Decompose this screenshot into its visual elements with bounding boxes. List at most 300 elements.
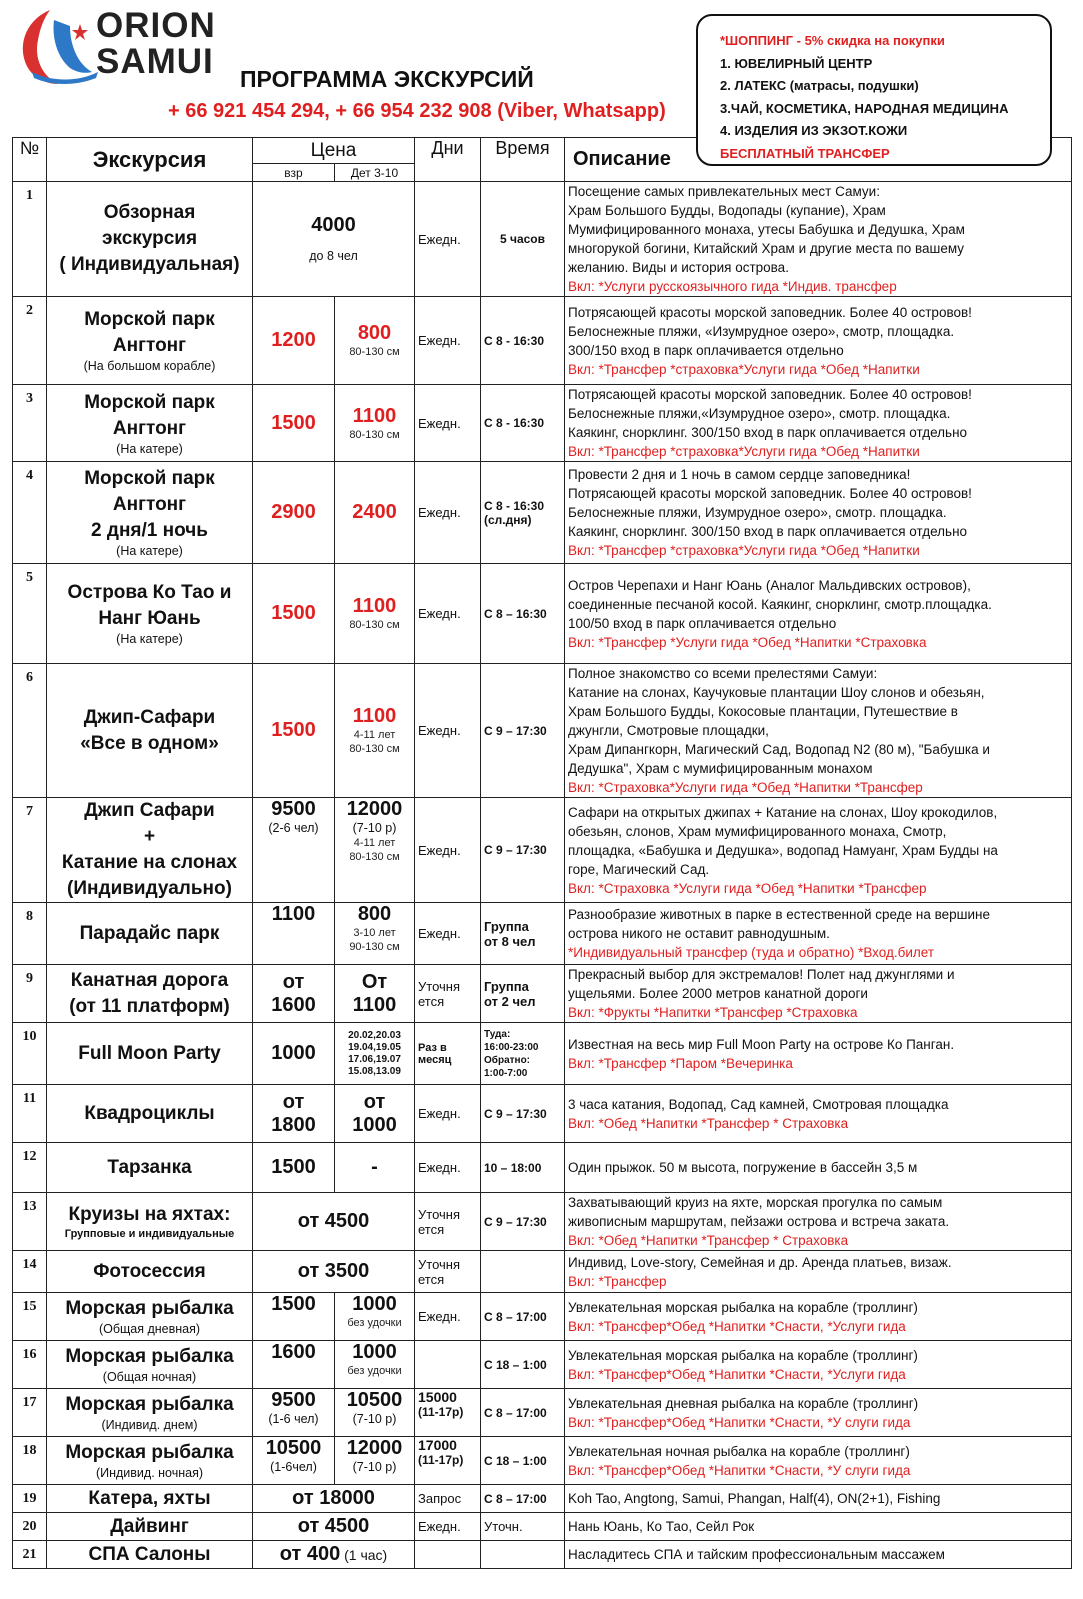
table-row xyxy=(13,798,1072,903)
days-value: Уточня xyxy=(418,978,461,994)
price-adult-value: 1600 xyxy=(271,1341,316,1363)
time-cell xyxy=(481,1485,565,1513)
excursion-name xyxy=(47,903,253,965)
description-line: Храм Большого Будды, Водопады (купание), Храм xyxy=(568,203,886,218)
table-row xyxy=(13,182,1072,297)
price-value: от 3500 xyxy=(297,1260,370,1282)
description-cell xyxy=(565,1437,1072,1485)
time-cell xyxy=(481,1251,565,1293)
excursion-name-line: Острова Ко Тао и xyxy=(67,582,232,603)
time-cell xyxy=(481,1389,565,1437)
brand-line-2: SAMUI xyxy=(96,42,214,81)
price-adult xyxy=(253,798,335,903)
time-cell xyxy=(481,564,565,664)
description-line: горе, Магический Сад. xyxy=(568,861,710,877)
description-line: Дедушка", Храм с мумифицированным монахом xyxy=(568,761,873,776)
price-adult-value: 1100 xyxy=(271,903,316,925)
table-row xyxy=(13,1193,1072,1251)
description-line: джунгли, Смотровые площадки, xyxy=(568,723,769,738)
col-child-header: Дет 3-10 xyxy=(335,164,415,182)
excursion-name-line: Нанг Юань xyxy=(98,608,201,629)
price-combined xyxy=(253,1513,415,1541)
excursion-name-line: (Индивидуально) xyxy=(67,878,232,899)
price-child-value: 2400 xyxy=(352,501,397,523)
price-adult xyxy=(253,965,335,1023)
price-child-value: 800 xyxy=(357,322,392,344)
page-title: ПРОГРАММА ЭКСКУРСИЙ xyxy=(240,66,534,92)
price-child-value: 1100 xyxy=(352,705,397,727)
days-value: Ежедн. xyxy=(418,1160,461,1175)
promo-footer: БЕСПЛАТНЫЙ ТРАНСФЕР xyxy=(720,145,890,161)
price-adult-note: (1-6 чел) xyxy=(268,1412,319,1426)
promo-item: 3.ЧАЙ, КОСМЕТИКА, НАРОДНАЯ МЕДИЦИНА xyxy=(720,100,1009,116)
time-cell xyxy=(481,1437,565,1485)
time-value: от 8 чел xyxy=(484,933,536,949)
row-number: 16 xyxy=(13,1341,47,1389)
description-cell xyxy=(565,1193,1072,1251)
table-row xyxy=(13,664,1072,798)
excursion-name xyxy=(47,1437,253,1485)
time-value: С 9 – 17:30 xyxy=(484,843,547,857)
time-value: С 18 – 1:00 xyxy=(484,1453,547,1468)
price-adult-value: 9500 xyxy=(271,798,316,820)
contact-phones: + 66 921 454 294, + 66 954 232 908 (Viber, Whatsapp) xyxy=(168,100,666,122)
excursion-name-note: (Общая дневная) xyxy=(98,1322,201,1336)
row-number: 5 xyxy=(13,564,47,664)
excursion-name xyxy=(47,1513,253,1541)
price-adult xyxy=(253,385,335,462)
price-adult-value: 1500 xyxy=(271,411,316,434)
price-child xyxy=(335,1437,415,1485)
description-line: Белоснежные пляжи, Изумрудное озеро», смотр. площадка. xyxy=(568,505,947,520)
row-number: 18 xyxy=(13,1437,47,1485)
price-child-value: 10500 xyxy=(346,1389,403,1411)
days-value: Ежедн. xyxy=(418,926,461,941)
row-number: 19 xyxy=(13,1485,47,1513)
row-number: 2 xyxy=(13,297,47,385)
days-cell xyxy=(415,1437,481,1485)
time-cell xyxy=(481,965,565,1023)
excursion-name-line: Джип-Сафари xyxy=(83,706,216,728)
description-cell xyxy=(565,297,1072,385)
excursion-name-note: (Индивид. днем) xyxy=(101,1418,198,1432)
days-cell xyxy=(415,1389,481,1437)
price-child xyxy=(335,798,415,903)
time-value: С 8 – 17:00 xyxy=(484,1405,547,1420)
included-services: Вкл: *Страховка*Услуги гида *Обед *Напитки *Трансфер xyxy=(568,780,923,795)
days-cell xyxy=(415,297,481,385)
excursion-name xyxy=(47,1251,253,1293)
time-cell xyxy=(481,182,565,297)
price-child xyxy=(335,664,415,798)
description-line: Храм Дипангкорн, Магический Сад, Водопад N2 (80 м), "Бабушка и xyxy=(568,742,990,757)
price-adult-value: 1500 xyxy=(271,1156,316,1178)
excursion-name-line: Морской парк xyxy=(84,391,215,413)
days-price-note: (11-17р) xyxy=(418,1405,464,1419)
price-child-value: 800 xyxy=(357,903,392,925)
time-value: Группа xyxy=(484,978,529,994)
price-value: от 18000 xyxy=(292,1487,375,1509)
promo-item: 1. ЮВЕЛИРНЫЙ ЦЕНТР xyxy=(720,55,873,71)
price-adult xyxy=(253,462,335,564)
description-line: желанию. Виды и история острова. xyxy=(568,260,789,275)
included-services: Вкл: *Трансфер*Обед *Напитки *Снасти, *Услуги гида xyxy=(568,1366,906,1382)
description-cell xyxy=(565,1143,1072,1193)
price-child xyxy=(335,1085,415,1143)
table-row xyxy=(13,1293,1072,1341)
included-services: Вкл: *Фрукты *Напитки *Трансфер *Страховка xyxy=(568,1005,858,1020)
description-line: Один прыжок. 50 м высота, погружение в бассейн 3,5 м xyxy=(568,1160,918,1175)
description-cell xyxy=(565,385,1072,462)
price-adult-value: 2900 xyxy=(271,501,316,523)
price-child xyxy=(335,1143,415,1193)
price-child xyxy=(335,564,415,664)
time-cell xyxy=(481,1341,565,1389)
price-child-value: от xyxy=(363,1090,386,1113)
excursion-name-line: Морская рыбалка xyxy=(65,1346,234,1367)
included-services: Вкл: *Трансфер xyxy=(568,1273,667,1289)
price-child-note: 90-130 см xyxy=(349,941,400,953)
days-cell xyxy=(415,1085,481,1143)
excursion-name xyxy=(47,1485,253,1513)
excursion-name-note: (На большом корабле) xyxy=(83,359,216,373)
price-adult-value: 1500 xyxy=(271,1293,316,1315)
included-services: Вкл: *Трансфер *Услуги гида *Обед *Напитки *Страховка xyxy=(568,634,927,650)
price-adult xyxy=(253,1437,335,1485)
price-child-note: 3-10 лет xyxy=(353,927,396,939)
excursion-name-note: Групповые и индивидуальные xyxy=(64,1228,235,1240)
description-line: 3 часа катания, Водопад, Сад камней, Смотровая площадка xyxy=(568,1096,949,1112)
time-cell xyxy=(481,1193,565,1251)
time-value: С 8 - 16:30 xyxy=(484,498,545,513)
row-number: 13 xyxy=(13,1193,47,1251)
row-number: 15 xyxy=(13,1293,47,1341)
included-services: Вкл: *Трансфер*Обед *Напитки *Снасти, *У слуги гида xyxy=(568,1414,911,1430)
days-value: ется xyxy=(418,1221,445,1237)
price-child-note: без удочки xyxy=(347,1317,402,1329)
description-line: Насладитесь СПА и тайским профессиональным массажем xyxy=(568,1547,945,1562)
price-adult xyxy=(253,297,335,385)
excursion-name-line: Канатная дорога xyxy=(70,969,229,991)
price-adult xyxy=(253,1293,335,1341)
price-child-value: 1100 xyxy=(352,404,397,427)
price-adult xyxy=(253,1085,335,1143)
party-date: 15.08,13.09 xyxy=(348,1065,401,1077)
time-cell xyxy=(481,1541,565,1569)
description-line: Индивид, Love-story, Семейная и др. Аренда платьев, визаж. xyxy=(568,1254,952,1270)
excursion-name xyxy=(47,564,253,664)
party-date: 19.04,19.05 xyxy=(348,1041,401,1053)
description-cell xyxy=(565,1293,1072,1341)
price-adult-value: 9500 xyxy=(271,1389,316,1411)
excursion-name xyxy=(47,1143,253,1193)
excursion-name-line: СПА Салоны xyxy=(88,1543,211,1565)
price-adult xyxy=(253,664,335,798)
price-child-value: 1000 xyxy=(352,1341,397,1363)
price-adult xyxy=(253,1143,335,1193)
time-value: С 9 – 17:30 xyxy=(484,1214,547,1229)
days-value: Ежедн. xyxy=(418,1309,461,1324)
excursion-name-line: Парадайс парк xyxy=(79,922,220,944)
excursion-name xyxy=(47,798,253,903)
excursion-name xyxy=(47,1023,253,1085)
price-child-note: (7-10 р) xyxy=(352,821,397,835)
days-cell xyxy=(415,1293,481,1341)
description-line: площадка, «Бабушка и Дедушка», водопад Намуанг, Храм Будды на xyxy=(568,842,998,858)
price-child-note: 80-130 см xyxy=(349,743,400,755)
excursion-name-line: Дайвинг xyxy=(110,1515,189,1537)
days-cell xyxy=(415,664,481,798)
price-combined xyxy=(253,1193,415,1251)
days-value: Ежедн. xyxy=(418,415,461,431)
price-child-value: 1100 xyxy=(352,993,397,1016)
description-line: Потрясающей красоты морской заповедник. Более 40 островов! xyxy=(568,387,972,402)
description-cell xyxy=(565,564,1072,664)
promo-item: 4. ИЗДЕЛИЯ ИЗ ЭКЗОТ.КОЖИ xyxy=(720,123,908,138)
excursion-name-line: Квадроциклы xyxy=(84,1102,215,1124)
price-value: 4000 xyxy=(311,214,356,236)
days-cell xyxy=(415,1513,481,1541)
description-line: Храм Большого Будды, Кокосовые плантации, Путешествие в xyxy=(568,704,958,719)
excursion-name-note: (На катере) xyxy=(116,544,183,558)
price-adult-value: 1200 xyxy=(271,329,316,351)
price-adult-value: 1000 xyxy=(271,1042,316,1064)
row-number: 3 xyxy=(13,385,47,462)
price-child xyxy=(335,1341,415,1389)
price-child xyxy=(335,297,415,385)
days-cell xyxy=(415,385,481,462)
time-cell xyxy=(481,798,565,903)
time-line: Обратно: xyxy=(484,1054,531,1066)
price-child xyxy=(335,385,415,462)
description-cell xyxy=(565,903,1072,965)
price-child-value: 1000 xyxy=(352,1113,397,1136)
description-line: Белоснежные пляжи, «Изумрудное озеро», смотр, площадка. xyxy=(568,323,955,339)
table-row xyxy=(13,1251,1072,1293)
time-value: С 18 – 1:00 xyxy=(484,1357,547,1372)
table-row xyxy=(13,903,1072,965)
col-price-header: Цена xyxy=(253,138,415,164)
col-desc-header: Описание xyxy=(565,138,1072,182)
description-line: Мумифицированного монаха, утесы Бабушка и Дедушка, Храм xyxy=(568,222,965,237)
price-child-value: 12000 xyxy=(346,1437,403,1459)
col-num-header: № xyxy=(13,138,47,182)
time-value: С 8 – 17:00 xyxy=(484,1491,547,1506)
price-adult-note: (2-6 чел) xyxy=(268,821,319,835)
price-child xyxy=(335,1293,415,1341)
excursions-table xyxy=(12,137,1072,1569)
excursion-name xyxy=(47,965,253,1023)
price-note: (1 час) xyxy=(340,1547,388,1563)
time-cell xyxy=(481,297,565,385)
description-line: Увлекательная дневная рыбалка на корабле (троллинг) xyxy=(568,1395,919,1411)
price-child-note: 4-11 лет xyxy=(353,729,396,741)
excursion-name-line: Ангтонг xyxy=(112,417,187,439)
time-line: 1:00-7:00 xyxy=(484,1067,528,1079)
description-line: Посещение самых привлекательных мест Самуи: xyxy=(568,184,880,199)
excursion-name xyxy=(47,664,253,798)
col-name-header: Экскурсия xyxy=(47,138,253,182)
days-value: Ежедн. xyxy=(418,231,461,247)
days-value: ется xyxy=(418,1271,445,1287)
days-value: Ежедн. xyxy=(418,1106,461,1121)
days-cell xyxy=(415,965,481,1023)
price-adult xyxy=(253,1389,335,1437)
description-line: Разнообразие животных в парке в естественной среде на вершине xyxy=(568,907,990,922)
excursion-name-line: Фотосессия xyxy=(93,1260,206,1282)
excursion-name-line: Ангтонг xyxy=(112,335,187,356)
table-row xyxy=(13,1341,1072,1389)
included-services: Вкл: *Трансфер*Обед *Напитки *Снасти, *У слуги гида xyxy=(568,1462,911,1478)
included-services: Вкл: *Трансфер *Паром *Вечеринка xyxy=(568,1055,793,1071)
description-cell xyxy=(565,1485,1072,1513)
description-line: Увлекательная ночная рыбалка на корабле (троллинг) xyxy=(568,1443,910,1459)
days-cell xyxy=(415,798,481,903)
price-child-note: 80-130 см xyxy=(349,428,400,441)
table-row xyxy=(13,564,1072,664)
excursion-name-line: Тарзанка xyxy=(107,1156,192,1178)
row-number: 21 xyxy=(13,1541,47,1569)
excursion-name-note: (На катере) xyxy=(116,632,183,646)
row-number: 1 xyxy=(13,182,47,297)
days-value: Ежедн. xyxy=(418,333,461,348)
excursion-name xyxy=(47,1389,253,1437)
excursion-name xyxy=(47,182,253,297)
description-cell xyxy=(565,798,1072,903)
time-value: (сл.дня) xyxy=(484,512,532,527)
excursion-name xyxy=(47,1193,253,1251)
price-child-note: 80-130 см xyxy=(349,619,400,631)
days-value: Ежедн. xyxy=(418,606,461,621)
table-row xyxy=(13,1437,1072,1485)
time-value: С 9 – 17:30 xyxy=(484,1106,547,1121)
time-line: Туда: xyxy=(484,1028,511,1040)
excursion-name-line: Морской парк xyxy=(84,468,215,489)
time-value: 5 часов xyxy=(499,232,546,246)
days-cell xyxy=(415,1541,481,1569)
shopping-promo-box xyxy=(696,14,1052,166)
description-cell xyxy=(565,1513,1072,1541)
row-number: 10 xyxy=(13,1023,47,1085)
excursion-name-line: Катера, яхты xyxy=(88,1487,211,1509)
time-cell xyxy=(481,1143,565,1193)
promo-item: 2. ЛАТЕКС (матрасы, подушки) xyxy=(720,78,919,93)
time-value: Группа xyxy=(484,918,529,934)
price-value: от 4500 xyxy=(297,1210,370,1232)
time-cell xyxy=(481,1513,565,1541)
days-value: Ежедн. xyxy=(418,723,461,738)
excursion-name-line: «Все в одном» xyxy=(80,732,219,754)
days-cell xyxy=(415,462,481,564)
days-value: Ежедн. xyxy=(418,842,461,858)
description-line: Потрясающей красоты морской заповедник. Более 40 островов! xyxy=(568,304,972,320)
brand-line-1: ORION xyxy=(96,6,216,45)
time-value: 10 – 18:00 xyxy=(484,1160,542,1175)
table-row xyxy=(13,1143,1072,1193)
row-number: 4 xyxy=(13,462,47,564)
time-cell xyxy=(481,903,565,965)
included-services: Вкл: *Обед *Напитки *Трансфер * Страховка xyxy=(568,1115,849,1131)
included-services: *Индивидуальный трансфер (туда и обратно) *Вход.билет xyxy=(568,945,935,960)
price-note: до 8 чел xyxy=(309,249,358,263)
price-child-value: 1100 xyxy=(352,595,397,617)
days-value: Запрос xyxy=(418,1491,462,1506)
excursion-name xyxy=(47,462,253,564)
days-cell xyxy=(415,564,481,664)
excursion-name-line: Морская рыбалка xyxy=(65,1442,234,1463)
description-line: Потрясающей красоты морской заповедник. Более 40 островов! xyxy=(568,486,972,501)
col-days-header: Дни xyxy=(415,138,481,182)
description-line: Катание на слонах, Каучуковые плантации Шоу слонов и обезьян, xyxy=(568,685,985,700)
brand-name xyxy=(96,8,216,80)
table-row xyxy=(13,1541,1072,1569)
description-cell xyxy=(565,462,1072,564)
excursion-name-line: Джип Сафари xyxy=(84,800,215,821)
description-line: Полное знакомство со всеми прелестями Самуи: xyxy=(568,666,878,681)
party-date: 20.02,20.03 xyxy=(348,1029,401,1041)
description-line: Белоснежные пляжи,«Изумрудное озеро», смотр. площадка. xyxy=(568,406,951,421)
price-value: от 400 xyxy=(279,1543,341,1565)
price-child-value: 12000 xyxy=(346,798,403,820)
description-cell xyxy=(565,1389,1072,1437)
row-number: 20 xyxy=(13,1513,47,1541)
included-services: Вкл: *Трансфер *страховка*Услуги гида *Обед *Напитки xyxy=(568,444,920,459)
price-child xyxy=(335,462,415,564)
price-child-note: 80-130 см xyxy=(349,346,400,358)
price-child-value: 1000 xyxy=(352,1293,397,1315)
time-cell xyxy=(481,1085,565,1143)
description-line: Прекрасный выбор для экстремалов! Полет над джунглями и xyxy=(568,967,955,982)
included-services: Вкл: *Страховка *Услуги гида *Обед *Напитки *Трансфер xyxy=(568,880,927,896)
description-cell xyxy=(565,182,1072,297)
excursion-name-line: Full Moon Party xyxy=(78,1042,221,1064)
description-cell xyxy=(565,965,1072,1023)
included-services: Вкл: *Услуги русскоязычного гида *Индив. трансфер xyxy=(568,279,897,294)
price-adult xyxy=(253,564,335,664)
row-number: 12 xyxy=(13,1143,47,1193)
row-number: 6 xyxy=(13,664,47,798)
time-value: Уточн. xyxy=(484,1519,523,1534)
table-row xyxy=(13,462,1072,564)
description-line: 300/150 вход в парк оплачивается отдельно xyxy=(568,342,844,358)
excursion-name-line: Круизы на яхтах: xyxy=(68,1204,231,1225)
time-value: С 8 - 16:30 xyxy=(484,416,545,430)
excursion-name xyxy=(47,1341,253,1389)
excursion-name-line: 2 дня/1 ночь xyxy=(91,520,208,541)
days-value: Ежедн. xyxy=(418,505,461,520)
excursion-name-line: экскурсия xyxy=(101,228,198,249)
days-cell xyxy=(415,1193,481,1251)
price-adult-value: 10500 xyxy=(265,1437,322,1459)
included-services: Вкл: *Трансфер *страховка*Услуги гида *Обед *Напитки xyxy=(568,543,920,558)
excursion-name xyxy=(47,385,253,462)
excursion-name-line: Морской парк xyxy=(84,309,215,330)
time-value: С 8 - 16:30 xyxy=(484,333,545,348)
description-line: острова никого не оставит равнодушным. xyxy=(568,926,830,941)
description-line: обезьян, слонов, Храм мумифицированного монаха, Смотр, xyxy=(568,823,947,839)
table-row xyxy=(13,965,1072,1023)
description-line: 100/50 вход в парк оплачивается отдельно xyxy=(568,615,837,631)
row-number: 7 xyxy=(13,798,47,903)
price-adult-value: 1500 xyxy=(271,602,316,624)
row-number: 9 xyxy=(13,965,47,1023)
col-adult-header: взр xyxy=(253,164,335,182)
price-child-note: 80-130 см xyxy=(349,851,400,863)
excursion-name xyxy=(47,1085,253,1143)
description-line: Сафари на открытых джипах + Катание на слонах, Шоу крокодилов, xyxy=(568,804,998,820)
promo-heading: *ШОППИНГ - 5% скидка на покупки xyxy=(720,33,945,48)
description-cell xyxy=(565,1541,1072,1569)
